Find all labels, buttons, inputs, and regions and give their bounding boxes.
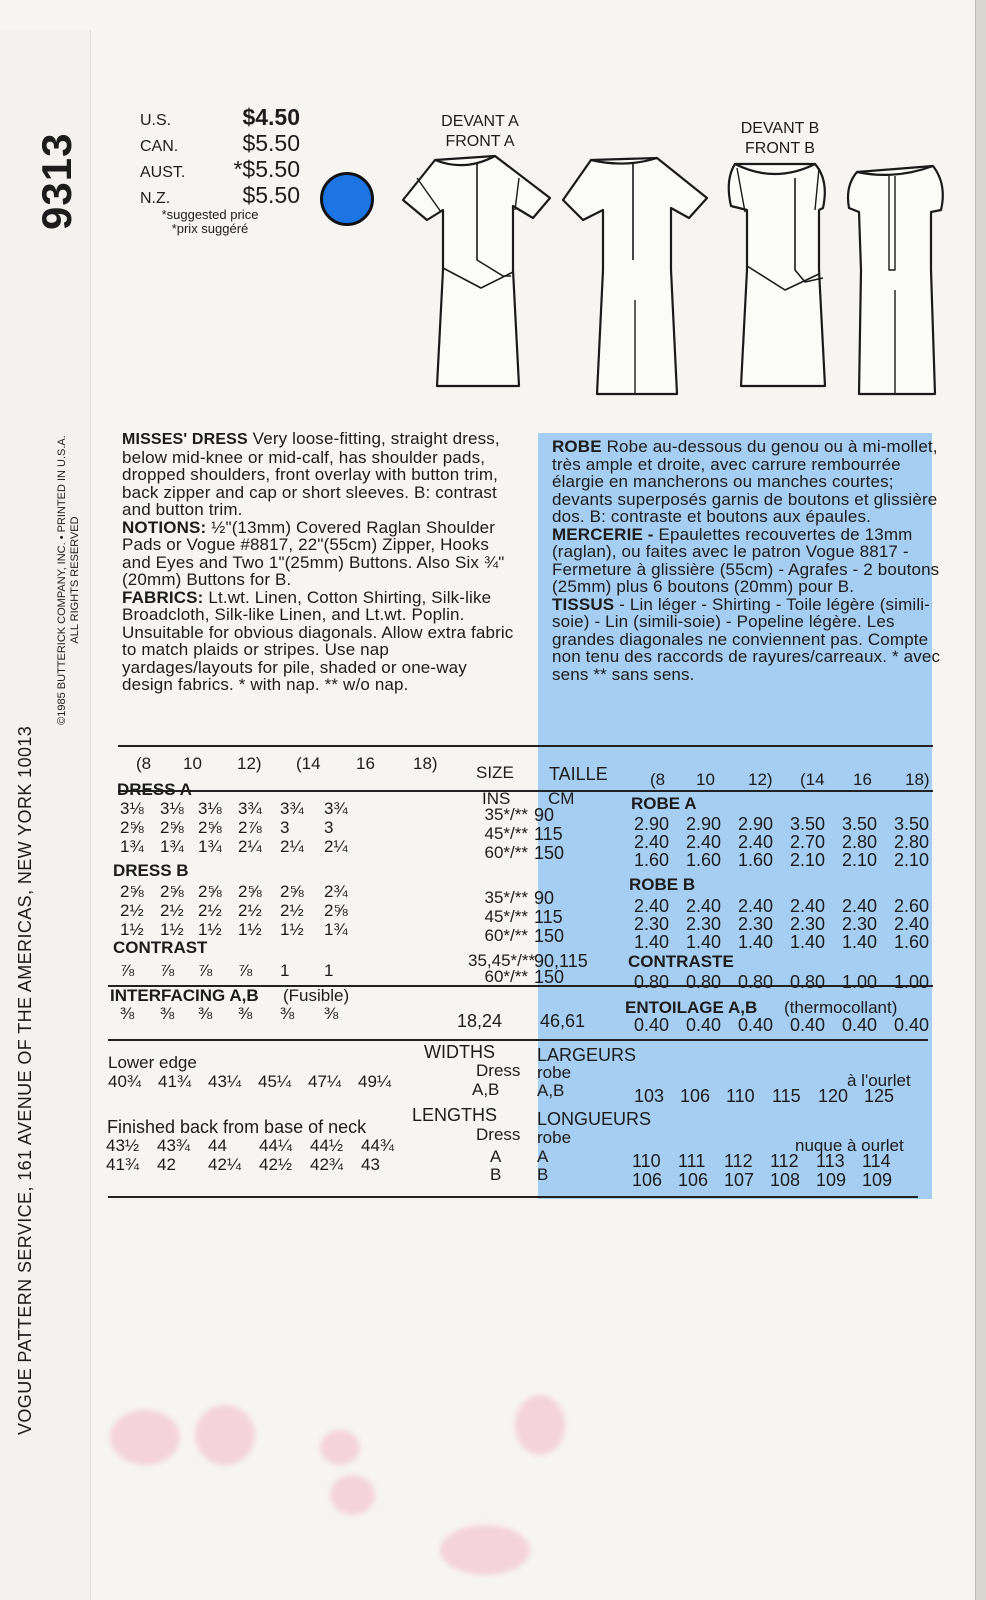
taille-header: 16 xyxy=(853,770,872,789)
fusible-label: (Fusible) xyxy=(283,986,350,1005)
fabric-width-cm: 115 xyxy=(534,824,563,844)
yardage-value: 2⅝ xyxy=(120,882,144,901)
yardage-value: 1½ xyxy=(198,920,222,939)
metric-value: 2.80 xyxy=(842,832,878,852)
rights-line: ALL RIGHTS RESERVED xyxy=(69,516,81,644)
interfacing-metric: 0.40 xyxy=(842,1015,878,1035)
length-b-value: 42 xyxy=(157,1155,176,1174)
width-cm-value: 115 xyxy=(772,1086,801,1106)
metric-value: 2.30 xyxy=(790,914,826,934)
metric-value: 1.40 xyxy=(790,932,826,952)
fabric-width-inches: 35,45*/** xyxy=(468,951,536,970)
yardage-value: 2⅝ xyxy=(238,882,262,901)
length-b-cm: 106 xyxy=(678,1170,709,1190)
stain xyxy=(320,1430,360,1465)
width-value: 41¾ xyxy=(158,1072,192,1091)
width-cm-value: 106 xyxy=(680,1086,711,1106)
interfacing-metric: 0.40 xyxy=(738,1015,774,1035)
metric-value: 1.00 xyxy=(894,972,930,992)
width-cm-value: 120 xyxy=(818,1086,849,1106)
entoilage-label: ENTOILAGE A,B xyxy=(625,998,758,1017)
metric-value: 2.80 xyxy=(894,832,930,852)
metric-value: 2.90 xyxy=(686,814,722,834)
size-header: 10 xyxy=(183,754,202,773)
metric-value: 2.90 xyxy=(634,814,670,834)
width-value: 43¼ xyxy=(208,1072,242,1091)
fabric-width-inches: 45*/** xyxy=(484,907,528,926)
a-lourlet-label: à l'ourlet xyxy=(847,1071,911,1090)
yardage-value: ⅞ xyxy=(160,961,175,980)
metric-value: 1.40 xyxy=(738,932,774,952)
fabrics-heading: FABRICS: xyxy=(122,587,204,607)
fabric-width-inches: 45*/** xyxy=(484,824,528,843)
mercerie-heading: MERCERIE - xyxy=(552,524,654,544)
fabric-width-cm: 150 xyxy=(534,926,565,946)
yardage-value: 3 xyxy=(324,818,334,837)
interfacing-yardage: ⅜ xyxy=(120,1004,135,1023)
metric-value: 2.40 xyxy=(842,896,878,916)
metric-value: 2.70 xyxy=(790,832,826,852)
mercerie-text: Epaulettes recouvertes de 13mm (raglan), ou faites avec le patron Vogue 8817 - Fermeture à glissière (55cm) - Agrafes - 2 boutons (25mm) plus 6 boutons (20mm) pour B. xyxy=(552,524,940,596)
metric-value: 2.10 xyxy=(790,850,826,870)
taille-label: TAILLE xyxy=(549,764,608,784)
length-a-cm: 110 xyxy=(632,1151,661,1171)
yardage-value: 2¾ xyxy=(324,882,348,901)
misses-dress-heading: MISSES' DRESS xyxy=(122,431,248,448)
yardage-value: 3⅛ xyxy=(120,799,144,818)
metric-value: 3.50 xyxy=(790,814,826,834)
fabric-width-inches: 60*/** xyxy=(484,843,528,862)
robe-b-label: ROBE B xyxy=(629,875,696,894)
metric-value: 2.40 xyxy=(634,896,670,916)
interfacing-yardage: ⅜ xyxy=(160,1004,175,1023)
tissus-text: - Lin léger - Shirting - Toile légère (simili-soie) - Lin (simili-soie) - Popeline légère. Les grandes diagonales ne conviennent pas. Compte non tenu des raccords de rayures/carreaux. * avec sens ** sans sens. xyxy=(552,594,941,684)
length-a-value: 44¾ xyxy=(361,1136,395,1155)
fabric-width-inches: 35*/** xyxy=(484,888,528,907)
length-a-value: 43¾ xyxy=(157,1136,191,1155)
yardage-value: 1½ xyxy=(160,920,184,939)
metric-value: 2.90 xyxy=(738,814,774,834)
metric-value: 3.50 xyxy=(894,814,930,834)
service-address: VOGUE PATTERN SERVICE, 161 AVENUE OF THE AMERICAS, NEW YORK 10013 xyxy=(15,725,35,1435)
yardage-value: 1¾ xyxy=(160,837,184,856)
stain xyxy=(110,1410,180,1465)
fabrics-text: Lt.wt. Linen, Cotton Shirting, Silk-like Broadcloth, Silk-like Linen, and Lt.wt. Poplin. Unsuitable for obvious diagonals. Allow extra fabric to match plaids or stripes. Use nap yardages/layouts for pile, shaded or one-way design fabrics. * with nap. ** w/o nap. xyxy=(122,587,514,694)
width-cm-value: 103 xyxy=(634,1086,665,1106)
metric-value: 2.10 xyxy=(894,850,930,870)
front-b-text: FRONT B xyxy=(745,140,815,157)
metric-value: 0.80 xyxy=(686,972,722,992)
length-b-cm: 109 xyxy=(816,1170,847,1190)
yardage-value: 1¾ xyxy=(198,837,222,856)
yardage-value: 2½ xyxy=(120,901,144,920)
yardage-value: 1½ xyxy=(238,920,262,939)
interfacing-label: INTERFACING A,B xyxy=(110,986,259,1005)
taille-header: 12) xyxy=(748,770,773,789)
taille-header: (8 xyxy=(650,770,666,789)
fabric-width-inches: 60*/** xyxy=(484,967,528,986)
fabric-width-inches: 35*/** xyxy=(484,805,528,824)
length-b-value: 42½ xyxy=(259,1155,293,1174)
length-a-label: A xyxy=(490,1147,502,1166)
pattern-number: 9313 xyxy=(33,132,80,230)
price-value: $5.50 xyxy=(242,130,300,156)
price-value: $5.50 xyxy=(242,182,300,208)
interfacing-width-cm: 46,61 xyxy=(540,1011,586,1031)
robe-label: robe xyxy=(537,1063,572,1082)
copyright-line: ©1985 BUTTERICK COMPANY, INC. • PRINTED IN U.S.A. xyxy=(56,435,68,725)
metric-value: 3.50 xyxy=(842,814,878,834)
interfacing-metric: 0.40 xyxy=(894,1015,930,1035)
taille-header: (14 xyxy=(800,770,825,789)
length-a-cm: 114 xyxy=(862,1151,891,1171)
metric-value: 2.40 xyxy=(686,832,722,852)
length-b-cm: 107 xyxy=(724,1170,755,1190)
lengths-label: LENGTHS xyxy=(412,1105,498,1125)
metric-value: 2.30 xyxy=(634,914,670,934)
cm-label: CM xyxy=(548,789,575,808)
yardage-value: 2⅞ xyxy=(238,818,262,837)
size-header: 16 xyxy=(356,754,375,773)
metric-value: 0.80 xyxy=(634,972,670,992)
size-header: 18) xyxy=(413,754,438,773)
interfacing-yardage: ⅜ xyxy=(198,1004,213,1023)
length-b-label: B xyxy=(490,1165,502,1184)
robe-length-label: robe xyxy=(537,1128,572,1147)
stain xyxy=(195,1405,255,1465)
yardage-value: 1½ xyxy=(120,920,144,939)
robe-a-label: ROBE A xyxy=(631,794,697,813)
devant-b-text: DEVANT B xyxy=(740,120,820,137)
length-b-value: 41¾ xyxy=(106,1155,140,1174)
metric-value: 1.60 xyxy=(894,932,930,952)
longueurs-label: LONGUEURS xyxy=(537,1109,652,1129)
metric-value: 2.30 xyxy=(842,914,878,934)
robe-description: Robe au-dessous du genou ou à mi-mollet, très ample et droite, avec carrure rembourrée élargie en mancherons ou manches courtes; devants superposés garnis de boutons et glissière dos. B: contraste et boutons aux épaules. xyxy=(552,437,938,526)
length-b-value: 42¼ xyxy=(208,1155,242,1174)
widths-label: WIDTHS xyxy=(424,1042,495,1062)
length-b-cm: 108 xyxy=(770,1170,801,1190)
yardage-value: 2⅝ xyxy=(160,882,184,901)
size-label: SIZE xyxy=(476,763,514,782)
length-a-value: 43½ xyxy=(106,1136,140,1155)
yardage-value: 2¼ xyxy=(324,837,348,856)
front-a-text: FRONT A xyxy=(445,133,515,150)
fabric-width-inches: 60*/** xyxy=(484,926,528,945)
fabric-width-cm: 90 xyxy=(534,805,555,825)
dress-description: Very loose-fitting, straight dress, below mid-knee or mid-calf, has shoulder pads, dropped shoulders, front overlay with button trim, back zipper and cap or short sleeves. B: contrast and button trim. xyxy=(122,429,500,519)
width-value: 49¼ xyxy=(358,1072,392,1091)
yardage-value: 3 xyxy=(280,818,290,837)
interfacing-metric: 0.40 xyxy=(686,1015,722,1035)
robe-heading: ROBE xyxy=(552,437,602,456)
metric-value: 2.40 xyxy=(738,832,774,852)
yardage-value: 2⅝ xyxy=(198,818,222,837)
yardage-value: 3⅛ xyxy=(198,799,222,818)
a-b-label-fr: A,B xyxy=(537,1081,565,1100)
metric-value: 1.60 xyxy=(686,850,722,870)
stain xyxy=(440,1525,530,1575)
suggested-price-note: *suggested price xyxy=(161,207,259,222)
country-label: N.Z. xyxy=(140,190,171,207)
metric-value: 1.40 xyxy=(634,932,670,952)
size-header: 12) xyxy=(237,754,262,773)
metric-value: 2.40 xyxy=(790,896,826,916)
notions-text: ½"(13mm) Covered Raglan Shoulder Pads or Vogue #8817, 22"(55cm) Zipper, Hooks and Eyes and Two 1"(25mm) Buttons. Also Six ¾"(20mm) Buttons for B. xyxy=(122,517,505,589)
fabric-width-cm: 115 xyxy=(534,907,563,927)
yardage-value: ⅞ xyxy=(120,961,135,980)
country-label: CAN. xyxy=(140,138,179,155)
fabric-width-cm: 150 xyxy=(534,843,565,863)
yardage-value: 3⅛ xyxy=(160,799,184,818)
yardage-value: 2⅝ xyxy=(120,818,144,837)
dress-b-label: DRESS B xyxy=(113,861,189,880)
length-b-cm: 109 xyxy=(862,1170,893,1190)
country-label: AUST. xyxy=(140,164,186,181)
interfacing-metric: 0.40 xyxy=(790,1015,826,1035)
yardage-value: 2⅝ xyxy=(324,901,348,920)
metric-value: 2.30 xyxy=(738,914,774,934)
yardage-value: 1 xyxy=(280,961,290,980)
fabric-width-cm: 150 xyxy=(534,967,565,987)
metric-value: 2.40 xyxy=(894,914,930,934)
yardage-value: 1½ xyxy=(280,920,304,939)
finished-back-label: Finished back from base of neck xyxy=(107,1117,367,1137)
metric-value: 2.60 xyxy=(894,896,930,916)
yardage-value: 3¾ xyxy=(324,799,348,818)
stain xyxy=(515,1395,565,1455)
length-b-value: 43 xyxy=(361,1155,380,1174)
yardage-value: 2¼ xyxy=(280,837,304,856)
taille-header: 18) xyxy=(905,770,930,789)
length-a-cm: 113 xyxy=(816,1151,845,1171)
length-a-cm: 112 xyxy=(724,1151,753,1171)
yardage-value: 3¾ xyxy=(238,799,262,818)
length-a-value: 44½ xyxy=(310,1136,344,1155)
length-a-value: 44¼ xyxy=(259,1136,293,1155)
yardage-value: 1¾ xyxy=(120,837,144,856)
width-cm-value: 110 xyxy=(726,1086,755,1106)
length-a-label-fr: A xyxy=(537,1147,549,1166)
notions-heading: NOTIONS: xyxy=(122,517,207,537)
thermocollant-label: (thermocollant) xyxy=(784,998,898,1017)
prix-suggere-note: *prix suggéré xyxy=(171,221,249,236)
metric-value: 1.40 xyxy=(842,932,878,952)
metric-value: 2.30 xyxy=(686,914,722,934)
length-a-cm: 111 xyxy=(678,1151,706,1171)
yardage-value: 2½ xyxy=(280,901,304,920)
size-header: (14 xyxy=(296,754,321,773)
largeurs-label: LARGEURS xyxy=(537,1045,637,1065)
yardage-value: 2½ xyxy=(198,901,222,920)
yardage-value: ⅞ xyxy=(198,961,213,980)
stain xyxy=(330,1475,375,1515)
fabric-width-cm: 90 xyxy=(534,888,555,908)
nuque-a-ourlet-label: nuque à ourlet xyxy=(795,1136,904,1155)
price-value: *$5.50 xyxy=(233,156,300,182)
a-b-label: A,B xyxy=(472,1080,500,1099)
country-label: U.S. xyxy=(140,112,172,129)
width-value: 47¼ xyxy=(308,1072,342,1091)
interfacing-yardage: ⅜ xyxy=(324,1004,339,1023)
metric-value: 0.80 xyxy=(738,972,774,992)
yardage-value: 2⅝ xyxy=(198,882,222,901)
metric-value: 2.10 xyxy=(842,850,878,870)
price-value: $4.50 xyxy=(242,104,300,130)
dress-a-label: DRESS A xyxy=(117,780,192,799)
taille-header: 10 xyxy=(696,770,715,789)
width-value: 45¼ xyxy=(258,1072,292,1091)
interfacing-yardage: ⅜ xyxy=(238,1004,253,1023)
yardage-value: ⅞ xyxy=(238,961,253,980)
dress-label: Dress xyxy=(476,1061,521,1080)
metric-value: 2.40 xyxy=(686,896,722,916)
interfacing-metric: 0.40 xyxy=(634,1015,670,1035)
metric-value: 2.40 xyxy=(634,832,670,852)
yardage-value: 3¾ xyxy=(280,799,304,818)
metric-value: 0.80 xyxy=(790,972,826,992)
metric-value: 1.00 xyxy=(842,972,878,992)
metric-value: 1.60 xyxy=(634,850,670,870)
yardage-value: 1¾ xyxy=(324,920,348,939)
metric-value: 2.40 xyxy=(738,896,774,916)
yardage-value: 1 xyxy=(324,961,334,980)
contrast-label: CONTRAST xyxy=(113,938,208,957)
length-b-value: 42¾ xyxy=(310,1155,344,1174)
yardage-value: 2½ xyxy=(238,901,262,920)
yardage-value: 2½ xyxy=(160,901,184,920)
interfacing-width-inches: 18,24 xyxy=(457,1011,503,1031)
yardage-value: 2¼ xyxy=(238,837,262,856)
ins-label: INS xyxy=(482,789,511,808)
tissus-heading: TISSUS xyxy=(552,594,615,614)
size-header: (8 xyxy=(136,754,152,773)
interfacing-yardage: ⅜ xyxy=(280,1004,295,1023)
yardage-value: 2⅝ xyxy=(160,818,184,837)
fabric-width-cm: 90,115 xyxy=(534,951,588,971)
metric-value: 1.60 xyxy=(738,850,774,870)
length-b-cm: 106 xyxy=(632,1170,663,1190)
lower-edge-label: Lower edge xyxy=(108,1053,197,1072)
length-b-label-fr: B xyxy=(537,1165,549,1184)
length-a-value: 44 xyxy=(208,1136,227,1155)
metric-value: 1.40 xyxy=(686,932,722,952)
yardage-value: 2⅝ xyxy=(280,882,304,901)
devant-a-text: DEVANT A xyxy=(441,113,519,130)
contraste-label: CONTRASTE xyxy=(628,952,734,971)
dress-length-label: Dress xyxy=(476,1125,521,1144)
width-cm-value: 125 xyxy=(864,1086,895,1106)
length-a-cm: 112 xyxy=(770,1151,799,1171)
width-value: 40¾ xyxy=(108,1072,142,1091)
